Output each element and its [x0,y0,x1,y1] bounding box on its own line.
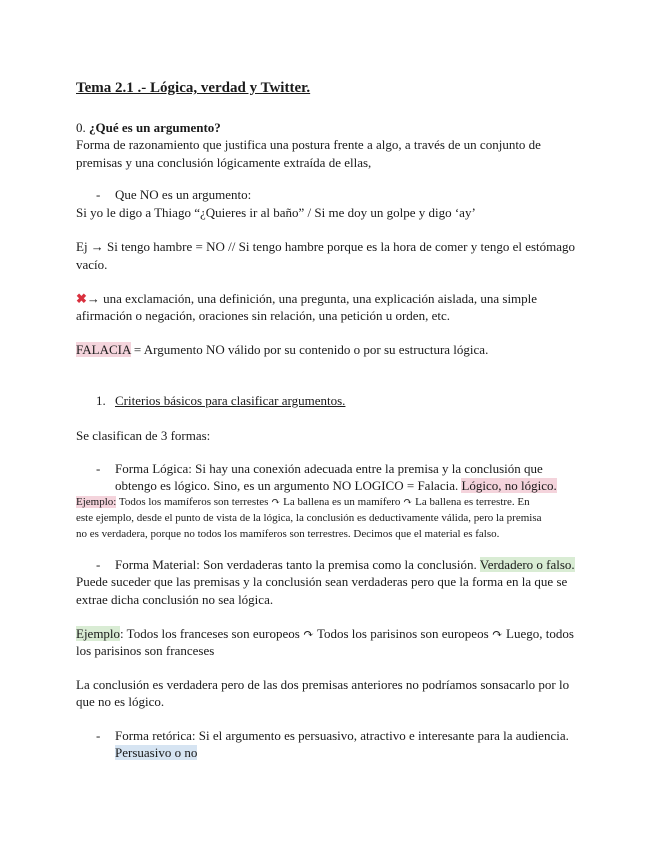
logica-line-1: Forma Lógica: Si hay una conexión adecuada entre la premisa y la conclusión que [115,461,543,476]
bullet-dash: - [96,728,101,743]
classification-intro: Se clasifican de 3 formas: [76,428,211,443]
cross-icon: ✖ [76,291,87,306]
falacia-term: FALACIA [76,342,131,357]
bullet-dash: - [96,461,101,476]
not-argument-label: Que NO es un argumento: [115,187,252,202]
material-line-3: extrae dicha conclusión no sea lógica. [76,592,274,607]
example-line-1: Ej → Si tengo hambre = NO // Si tengo hambre porque es la hora de comer y tengo el estómago [76,239,576,254]
retorica-line-2 [115,744,197,762]
material-line-2: Puede suceder que las premisas y la conclusión sean verdaderas pero que la forma en la que se [76,574,568,589]
example-line-2: vacío. [76,257,108,272]
definition-line-2: premisas y una conclusión lógicamente extraída de ellas, [76,155,372,170]
logica-highlight: Lógico, no lógico. [461,478,557,493]
cross-list-line-1 [76,290,537,308]
logica-example-line-2: este ejemplo, desde el punto de vista de la lógica, la conclusión es deductivamente válida, pero la premisa [76,512,542,524]
falacia-definition [76,341,488,359]
logica-text: obtengo es lógico. Sino, es un argumento NO LOGICO = Falacia. [115,478,459,493]
falacia-text: = Argumento NO válido por su contenido o por su estructura lógica. [130,342,489,357]
logica-example-line-1 [76,494,530,510]
bullet-dash: - [96,187,101,202]
material-example-line-1 [76,625,574,643]
logica-line-2 [115,477,557,495]
example-label: Ejemplo: [76,496,117,508]
section-0-number: 0. [76,120,86,135]
material-conclusion-line-2: que no es lógico. [76,694,165,709]
not-argument-example: Si yo le digo a Thiago “¿Quieres ir al baño” / Si me doy un golpe y digo ‘ay’ [76,205,476,220]
retorica-highlight: Persuasivo o no [115,745,198,760]
logica-example-text: Todos los mamíferos son terrestes ↷ La ballena es un mamífero ↷ La ballena es terrestre. En [116,496,530,508]
material-example-line-2: los parisinos son franceses [76,643,215,658]
definition-line-1: Forma de razonamiento que justifica una postura frente a algo, a través de un conjunto de [76,137,541,152]
section-0-heading [76,119,221,137]
page-title: Tema 2.1 .- Lógica, verdad y Twitter. [76,80,311,96]
logica-example-line-3: no es verdadera, porque no todos los mamíferos son terrestres. Decimos que el material es falso. [76,528,500,540]
retorica-line-1: Forma retórica: Si el argumento es persuasivo, atractivo e interesante para la audiencia. [115,728,569,743]
section-1-number: 1. [96,393,106,408]
material-conclusion-line-1: La conclusión es verdadera pero de las dos premisas anteriores no podríamos sonsacarlo por lo [76,677,570,692]
material-highlight: Verdadero o falso. [479,557,575,572]
material-text: Forma Material: Son verdaderas tanto la premisa como la conclusión. [115,557,477,572]
section-0-title: ¿Qué es un argumento? [89,120,221,135]
example-label: Ejemplo [76,626,121,641]
section-1-heading: Criterios básicos para clasificar argumentos. [115,393,346,408]
material-example-text: : Todos los franceses son europeos ↷ Todos los parisinos son europeos ↷ Luego, todos [120,626,574,641]
material-line-1 [115,556,575,574]
bullet-dash: - [96,557,101,572]
cross-list-text: → una exclamación, una definición, una pregunta, una explicación aislada, una simple [86,291,538,306]
cross-list-line-2: afirmación o negación, oraciones sin relación, una petición u orden, etc. [76,308,450,323]
